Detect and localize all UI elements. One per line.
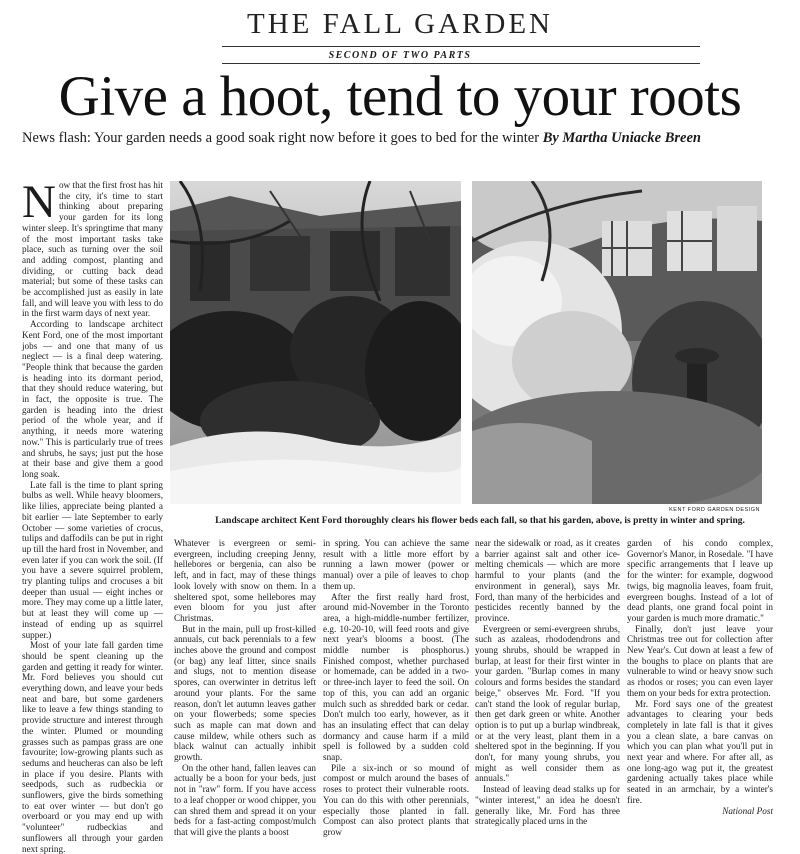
spring-garden-image [472, 181, 762, 504]
byline: By Martha Uniacke Breen [542, 130, 701, 146]
photo-caption: Landscape architect Kent Ford thoroughly clears his flower beds each fall, so that his garden, above, is pretty in winter and spring. [215, 516, 745, 526]
col5-paragraph-1: garden of his condo complex, Governor's Manor, in Rosedale. "I have specific arrangements that I leave up for the winter: for example, dogwood twigs, big magnolia leaves, foam fruit, evergreen boughs. Instead of a lot of dead plants, one grand focal point in your garden is much more dramatic." [627, 538, 773, 623]
column-4 [475, 538, 620, 827]
col2-paragraph-1: Whatever is evergreen or semi-evergreen, including creeping Jenny, hellebores or bergenia, can also be left, and in fact, may of these things look lovely with snow on them. In a sheltered spot, some hellebores may even bloom for you just after Christmas. [174, 538, 316, 623]
deck [22, 130, 792, 147]
col5-paragraph-3: Mr. Ford says one of the greatest advantages to clearing your beds completely in late fall is that it gives you a clean slate, a bare canvas on which you can plan what you'll put in next year and where. For after all, as one long-ago wag put it, the greatest gardening actually takes place while seated in an armchair, by a winter's fire. [627, 698, 773, 805]
col4-paragraph-3: Instead of leaving dead stalks up for "winter interest," an idea he doesn't generally like, Mr. Ford has three strategically placed urns in the [475, 784, 620, 827]
col5-paragraph-2: Finally, don't just leave your Christmas tree out for collection after New Year's. Cut down at least a few of the boughs to place on plants that are vulnerable to wind or heavy snow such as rhodos or roses; you can even layer them on your beds for extra protection. [627, 623, 773, 698]
dropcap: N [22, 176, 56, 228]
column-1 [22, 176, 163, 854]
photo-credit: KENT FORD GARDEN DESIGN [669, 507, 760, 513]
column-3 [323, 538, 469, 838]
col1-paragraph-2: According to landscape architect Kent Ford, one of the most important jobs — and one that many of us neglect — is a final deep watering. "People think that because the garden is heading into its dormant period, that they should reduce watering, but in fact, the opposite is true. The garden is heading into the driest period of the whole year, and if anything, it needs more watering now." This is particularly true of trees and shrubs, he says; just put the hose at their base and give them a good long soak. [22, 319, 163, 479]
col1-paragraph-3: Late fall is the time to plant spring bulbs as well. While heavy bloomers, like lilies, appreciate being planted a bit earlier — late September to early October — some varieties of crocus, tulips and daffodils can be put in right up till the hard frost in November, and even later if you can work the soil. (If you have a severe squirrel problem, try planting tulips and crocuses a bit deeper than usual — eight inches or more. They may come up a little later, but at least they will come up — instead of ending up as squirrel supper.) [22, 479, 163, 640]
col3-paragraph-2: After the first really hard frost, around mid-November in the Toronto area, a high-middle-number fertilizer, e.g. 10-20-10, will feed roots and give next year's blooms a boost. (The middle number is phosphorus.) Finished compost, whether purchased or homemade, can be added in a two- or three-inch layer to feed the soil. On top of this, you can add an organic mulch such as shredded bark or cedar. Don't mulch too early, however, as it has an insulating effect that can delay dormancy and cause harm if a mild spell is followed by a sudden cold snap. [323, 591, 469, 763]
col1-paragraph-1: Now that the first frost has hit the city, it's time to start thinking about preparing your garden for its long winter sleep. It's springtime that many of the most important tasks take place, such as turning over the soil and adding compost, planting and dividing, or cutting back dead material; but some of these tasks can be accomplished just as easily in late fall, and will leave you with less to do in the first warm days of next year. [22, 176, 163, 319]
col2-paragraph-3: On the other hand, fallen leaves can actually be a boon for your beds, just not in "raw" form. If you have access to a leaf chopper or wood chipper, you can shred them and spread it on your beds for a fast-acting compost/mulch that will give the plants a boost [174, 762, 316, 837]
col4-paragraph-2: Evergreen or semi-evergreen shrubs, such as azaleas, rhododendrons and young shrubs, should be wrapped in burlap, at least for their first winter in your garden. "Burlap comes in many colours and forms besides the standard beige," observes Mr. Ford. "If you can't stand the look of regular burlap, then get dark green or white. Another option is to put up a burlap windbreak, or at the very least, plant them in a sheltered spot in the beginning. If you don't, for many young shrubs, you might as well consider them as annuals." [475, 623, 620, 784]
col2-paragraph-2: But in the main, pull up frost-killed annuals, cut back perennials to a few inches above the ground and compost (or bag) any leaf litter, since snails and slugs, not to mention disease spores, can overwinter in detritus left around your plants. For the same reason, don't let autumn leaves gather on your flowerbeds; some species such as maple can mat down and cause mildew, while others such as black walnut can actually inhibit growth. [174, 623, 316, 763]
col4-paragraph-1: near the sidewalk or road, as it creates a barrier against salt and other ice-melting chemicals — which are more harmful to your plants (and the environment in general), says Mr. Ford, than many of the herbicides and pesticides recently banned by the province. [475, 538, 620, 623]
column-5 [627, 538, 773, 816]
photo-winter-garden [170, 181, 461, 504]
winter-garden-image [170, 181, 461, 504]
col1-paragraph-4: Most of your late fall garden time should be spent cleaning up the garden and getting it ready for winter. Mr. Ford believes you should cut everything down, and leave your beds neat and bare, but some gardeners like to leave a few things standing to provide structure and interest through the winter. Plumed or mounding grasses such as pampas grass are one favourite; low-growing plants such as sedums and heucheras can also be left in place if you desire. Plants with seedpods, such as rudbeckia or sunflowers, give the birds something to eat over winter — but don't go overboard or you may end up with "volunteer" rudbeckias and sunflowers all through your garden next spring. [22, 640, 163, 854]
section-title: THE FALL GARDEN [247, 8, 553, 40]
signoff: National Post [722, 805, 773, 816]
col3-paragraph-1: in spring. You can achieve the same result with a little more effort by running a lawn mower (power or manual) over a pile of leaves to chop them up. [323, 538, 469, 591]
kicker: SECOND OF TWO PARTS [328, 50, 472, 61]
col3-paragraph-3: Pile a six-inch or so mound of compost or mulch around the bases of roses to protect their vulnerable roots. You can do this with other perennials, especially those planted in fall. Compost can also protect plants that grow [323, 762, 469, 837]
deck-text: News flash: Your garden needs a good soak right now before it goes to bed for the winter [22, 130, 540, 146]
column-2 [174, 538, 316, 838]
top-rule [222, 46, 700, 47]
photo-spring-garden [472, 181, 762, 504]
headline: Give a hoot, tend to your roots [58, 65, 742, 128]
